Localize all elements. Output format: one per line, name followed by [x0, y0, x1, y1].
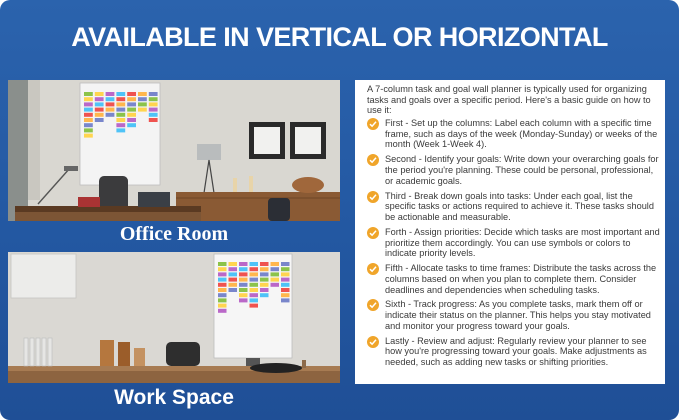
step-item	[355, 336, 665, 368]
check-icon	[367, 299, 379, 311]
work-space-caption: Work Space	[114, 386, 234, 409]
steps-list	[355, 118, 665, 372]
check-icon	[367, 227, 379, 239]
step-item	[355, 154, 665, 186]
step-text: Forth - Assign priorities: Decide which tasks are most important and prioritize them accordingly. You can use symbols or colors to indicate priority levels.	[385, 226, 660, 259]
headline: AVAILABLE IN VERTICAL OR HORIZONTAL	[71, 22, 608, 52]
office-room-caption: Office Room	[119, 223, 229, 245]
check-icon	[367, 263, 379, 275]
step-item	[355, 227, 665, 259]
check-icon	[367, 154, 379, 166]
instructions-panel	[355, 80, 665, 384]
step-text: Lastly - Review and adjust: Regularly review your planner to see how you're progressing toward your goals. Make adjustments as needed, such as adding new tasks or shifting priorities.	[385, 335, 647, 368]
step-text: Third - Break down goals into tasks: Under each goal, list the specific tasks or actions required to achieve it. These tasks should be actionable and measurable.	[385, 190, 654, 222]
step-text: Fifth - Allocate tasks to time frames: Distribute the tasks across the columns based on when you plan to complete them. Consider deadlines and dependencies when scheduling tasks.	[385, 263, 657, 295]
check-icon	[367, 191, 379, 203]
step-item	[355, 118, 665, 150]
check-icon	[367, 118, 379, 130]
step-text: Second - Identify your goals: Write down your overarching goals for the period you're planning. These could be personal, professional, or academic goals.	[385, 154, 659, 186]
step-text: First - Set up the columns: Label each column with a specific time frame, such as days of the week (Monday-Sunday) or weeks of the month (Week 1-Week 4).	[385, 118, 658, 150]
check-icon	[367, 336, 379, 348]
office-room-photo	[8, 80, 340, 221]
step-item	[355, 299, 665, 331]
work-space-photo	[8, 252, 340, 383]
step-item	[355, 263, 665, 295]
step-item	[355, 191, 665, 223]
intro-text: A 7-column task and goal wall planner is typically used for organizing tasks and goals over a specific period. Here's a basic guide on how to use it:	[367, 84, 651, 116]
step-text: Sixth - Track progress: As you complete tasks, mark them off or indicate their status on the planner. This helps you stay motivated and monitor your progress toward your goals.	[385, 299, 651, 331]
